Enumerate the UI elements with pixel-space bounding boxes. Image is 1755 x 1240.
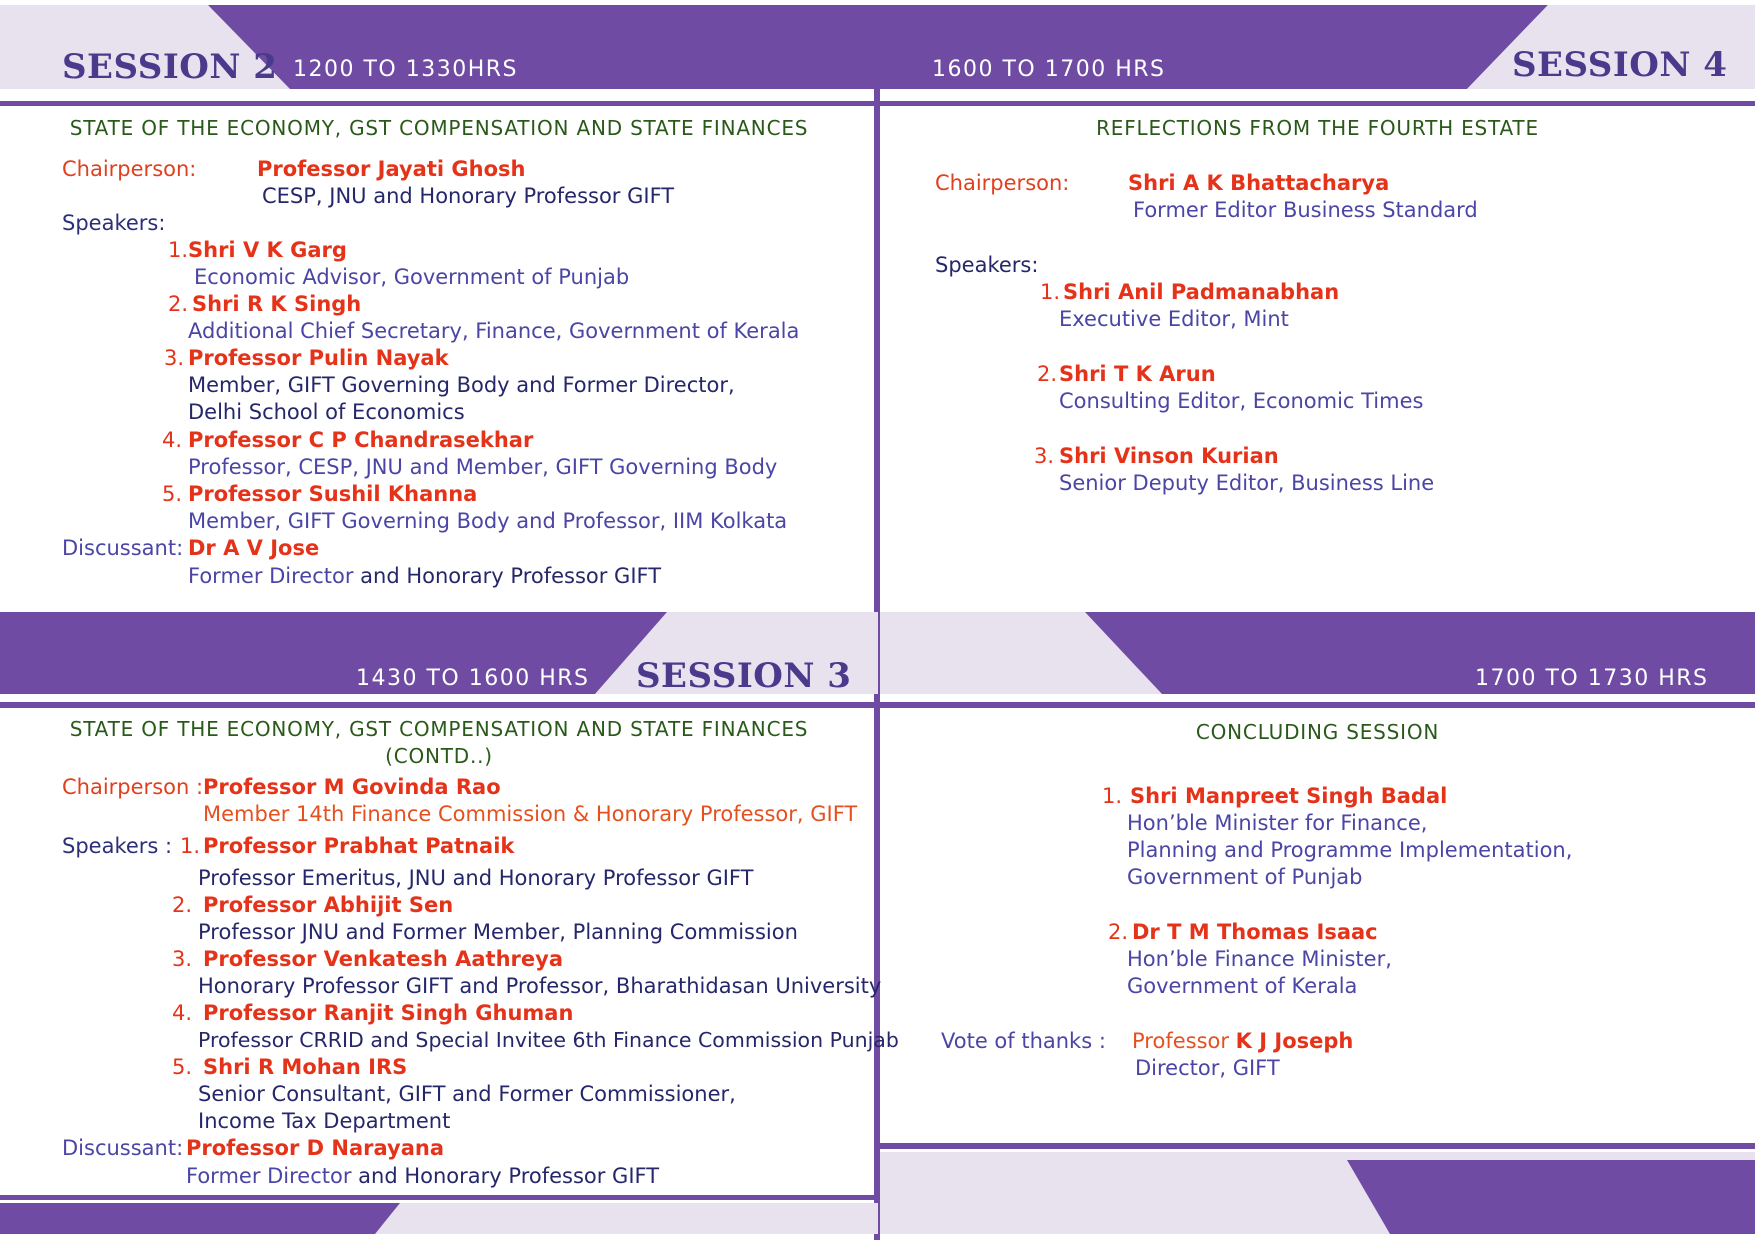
s4-speaker-3-num: 3.: [1034, 444, 1055, 468]
s2-discussant-desc-a: Former Director: [188, 564, 354, 588]
session-3-chair-label: Chairperson :: [62, 775, 204, 799]
s3-speaker-2-desc: Professor JNU and Former Member, Planning Commission: [198, 920, 798, 944]
s3-speaker-5-num: 5.: [172, 1055, 193, 1079]
session-3-chair-desc: Member 14th Finance Commission & Honorary Professor, GIFT: [203, 802, 858, 826]
vote-of-thanks-label: Vote of thanks :: [941, 1029, 1106, 1053]
concluding-title: CONCLUDING SESSION: [1195, 720, 1440, 744]
session-4-chair-name: Shri A K Bhattacharya: [1128, 171, 1390, 195]
session-3-title-line2: (CONTD..): [385, 744, 493, 768]
session-2-speakers-label: Speakers:: [62, 211, 166, 235]
bottom-right-rule: [880, 1143, 1755, 1149]
s3-speaker-3-num: 3.: [172, 947, 193, 971]
session-3-chair-name: Professor M Govinda Rao: [203, 775, 501, 799]
session-3-title-line1: STATE OF THE ECONOMY, GST COMPENSATION AND STATE FINANCES: [69, 717, 809, 741]
s4-speaker-1-name: Shri Anil Padmanabhan: [1063, 280, 1340, 304]
conc-speaker-2-desc-2: Government of Kerala: [1127, 974, 1358, 998]
s2-speaker-5-name: Professor Sushil Khanna: [188, 482, 478, 506]
s3-speaker-2-num: 2.: [172, 893, 193, 917]
s2-speaker-4-name: Professor C P Chandrasekhar: [188, 428, 534, 452]
s3-speaker-5-desc-2: Income Tax Department: [198, 1109, 451, 1133]
s2-discussant-desc-b: and Honorary Professor GIFT: [353, 564, 662, 588]
s3-speaker-2-name: Professor Abhijit Sen: [203, 893, 454, 917]
session-4-label: SESSION 4: [1512, 45, 1728, 85]
s3-discussant-desc: [186, 1164, 659, 1188]
vote-of-thanks-desc: Director, GIFT: [1135, 1056, 1280, 1080]
conc-speaker-1-num: 1.: [1102, 784, 1123, 808]
conc-speaker-2-num: 2.: [1108, 920, 1129, 944]
session-2-chair-desc: CESP, JNU and Honorary Professor GIFT: [262, 184, 675, 208]
s2-speaker-3-desc-1: Member, GIFT Governing Body and Former Director,: [188, 373, 735, 397]
conc-speaker-2-name: Dr T M Thomas Isaac: [1132, 920, 1378, 944]
s2-speaker-1-desc: Economic Advisor, Government of Punjab: [194, 265, 630, 289]
s2-speaker-1-num: 1.: [168, 238, 189, 262]
bottom-left-rule: [0, 1195, 880, 1200]
bottom-left-purple: [0, 1203, 400, 1234]
vote-prefix: Professor: [1132, 1029, 1236, 1053]
s2-speaker-3-name: Professor Pulin Nayak: [188, 346, 449, 370]
s4-speaker-2-num: 2.: [1037, 362, 1058, 386]
s3-speaker-5-desc-1: Senior Consultant, GIFT and Former Commissioner,: [198, 1082, 736, 1106]
s2-speaker-2-desc: Additional Chief Secretary, Finance, Government of Kerala: [188, 319, 800, 343]
session-3-speakers-label: Speakers :: [62, 834, 173, 858]
s2-speaker-4-desc: Professor, CESP, JNU and Member, GIFT Governing Body: [188, 455, 778, 479]
session-2-chair-label: Chairperson:: [62, 157, 197, 181]
s4-speaker-1-desc: Executive Editor, Mint: [1059, 307, 1289, 331]
vote-of-thanks-person: [1132, 1029, 1353, 1053]
s2-speaker-2-name: Shri R K Singh: [192, 292, 362, 316]
s3-speaker-4-desc: Professor CRRID and Special Invitee 6th Finance Commission Punjab: [198, 1028, 899, 1052]
mid-rule: [0, 702, 1755, 708]
s4-speaker-1-num: 1.: [1040, 280, 1061, 304]
s2-speaker-1-name: Shri V K Garg: [188, 238, 347, 262]
session-4-chair-label: Chairperson:: [935, 171, 1070, 195]
session-4-title: REFLECTIONS FROM THE FOURTH ESTATE: [1096, 116, 1539, 140]
s2-speaker-3-num: 3.: [164, 346, 185, 370]
s2-discussant-name: Dr A V Jose: [188, 536, 320, 560]
concluding-time: 1700 TO 1730 HRS: [1475, 666, 1709, 691]
s2-speaker-4-num: 4.: [162, 428, 183, 452]
s2-speaker-5-desc: Member, GIFT Governing Body and Professor, IIM Kolkata: [188, 509, 788, 533]
s3-speaker-5-name: Shri R Mohan IRS: [203, 1055, 408, 1079]
s4-speaker-2-name: Shri T K Arun: [1059, 362, 1216, 386]
s3-discussant-name: Professor D Narayana: [186, 1136, 444, 1160]
conc-speaker-1-desc-3: Government of Punjab: [1127, 865, 1363, 889]
session-4-time: 1600 TO 1700 HRS: [932, 57, 1166, 82]
s2-speaker-5-num: 5.: [162, 482, 183, 506]
s3-discussant-desc-a: Former Director: [186, 1164, 352, 1188]
bottom-right-purple: [1347, 1160, 1755, 1234]
conc-speaker-1-name: Shri Manpreet Singh Badal: [1130, 784, 1448, 808]
session-2-time: 1200 TO 1330HRS: [293, 57, 519, 82]
s3-speaker-3-name: Professor Venkatesh Aathreya: [203, 947, 563, 971]
session-4-speakers-label: Speakers:: [935, 253, 1039, 277]
s2-discussant-desc: [188, 564, 661, 588]
s3-speaker-1-name: Professor Prabhat Patnaik: [203, 834, 515, 858]
session-3-label: SESSION 3: [636, 656, 852, 696]
s3-speaker-1-num: 1.: [180, 834, 201, 858]
s3-speaker-3-desc: Honorary Professor GIFT and Professor, Bharathidasan University: [198, 974, 882, 998]
s2-speaker-2-num: 2.: [168, 292, 189, 316]
conc-speaker-1-desc-2: Planning and Programme Implementation,: [1127, 838, 1573, 862]
session-2-title: STATE OF THE ECONOMY, GST COMPENSATION AND STATE FINANCES: [69, 116, 809, 140]
s4-speaker-3-name: Shri Vinson Kurian: [1059, 444, 1279, 468]
s3-discussant-label: Discussant:: [62, 1136, 184, 1160]
s2-discussant-label: Discussant:: [62, 536, 184, 560]
session-2-chair-name: Professor Jayati Ghosh: [257, 157, 526, 181]
vote-name: K J Joseph: [1235, 1029, 1354, 1053]
s3-speaker-4-num: 4.: [172, 1001, 193, 1025]
s3-speaker-1-desc: Professor Emeritus, JNU and Honorary Professor GIFT: [198, 866, 754, 890]
s4-speaker-3-desc: Senior Deputy Editor, Business Line: [1059, 471, 1435, 495]
conc-speaker-2-desc-1: Hon’ble Finance Minister,: [1127, 947, 1392, 971]
s3-discussant-desc-b: and Honorary Professor GIFT: [351, 1164, 660, 1188]
session-2-label: SESSION 2: [62, 47, 278, 87]
session-4-chair-desc: Former Editor Business Standard: [1133, 198, 1478, 222]
s3-speaker-4-name: Professor Ranjit Singh Ghuman: [203, 1001, 574, 1025]
conc-speaker-1-desc-1: Hon’ble Minister for Finance,: [1127, 811, 1428, 835]
s2-speaker-3-desc-2: Delhi School of Economics: [188, 400, 465, 424]
session-3-time: 1430 TO 1600 HRS: [356, 666, 590, 691]
s4-speaker-2-desc: Consulting Editor, Economic Times: [1059, 389, 1424, 413]
